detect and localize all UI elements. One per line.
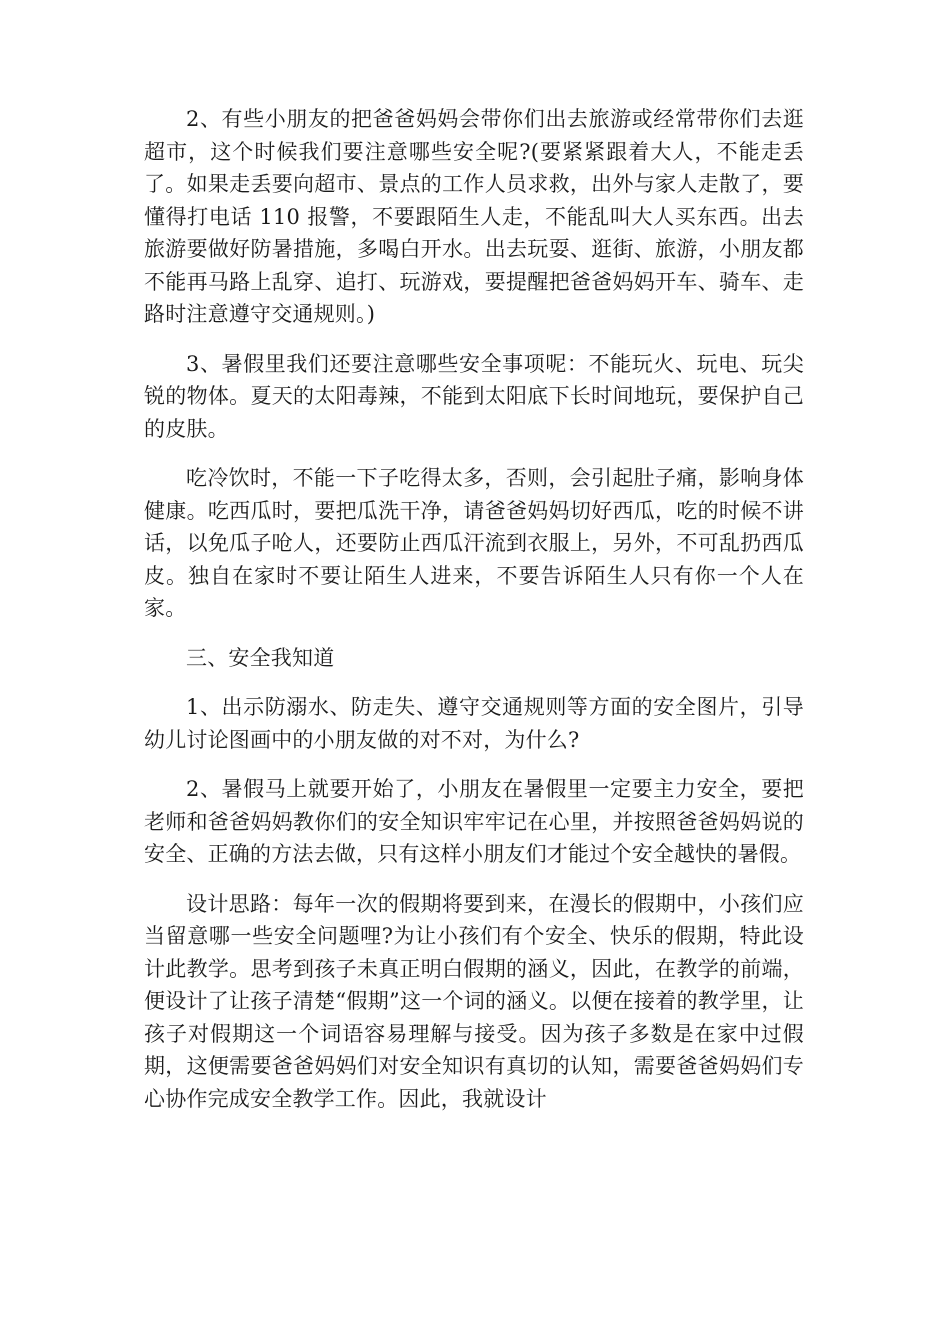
document-body	[144, 103, 804, 1115]
paragraph-design-rationale: 设计思路：每年一次的假期将要到来，在漫长的假期中，小孩们应当留意哪一些安全问题哩?为让小孩们有个安全、快乐的假期，特此设计此教学。思考到孩子未真正明白假期的涵义，因此，在教学的前端，便设计了让孩子清楚“假期”这一个词的涵义。以便在接着的教学里，让孩子对假期这一个词语容易理解与接受。因为孩子多数是在家中过假期，这便需要爸爸妈妈们对安全知识有真切的认知，需要爸爸妈妈们专心协作完成安全教学工作。因此，我就设计	[144, 891, 804, 1111]
paragraph-food-and-home-safety: 吃冷饮时，不能一下子吃得太多，否则，会引起肚子痛，影响身体健康。吃西瓜时，要把瓜洗干净，请爸爸妈妈切好西瓜，吃的时候不讲话，以免瓜子呛人，还要防止西瓜汗流到衣服上，另外，不可乱扔西瓜皮。独自在家时不要让陌生人进来，不要告诉陌生人只有你一个人在家。	[144, 466, 804, 620]
paragraph-summer-safety-items: 3、暑假里我们还要注意哪些安全事项呢：不能玩火、玩电、玩尖锐的物体。夏天的太阳毒辣，不能到太阳底下长时间地玩，要保护自己的皮肤。	[144, 351, 804, 441]
paragraph-safety-pictures: 1、出示防溺水、防走失、遵守交通规则等方面的安全图片，引导幼儿讨论图画中的小朋友做的对不对，为什么?	[144, 695, 804, 752]
section-heading-safety-knowledge: 三、安全我知道	[186, 645, 335, 670]
paragraph-outing-safety: 2、有些小朋友的把爸爸妈妈会带你们出去旅游或经常带你们去逛超市，这个时候我们要注意哪些安全呢?(要紧紧跟着大人，不能走丢了。如果走丢要向超市、景点的工作人员求救，出外与家人走散了，要懂得打电话 110 报警，不要跟陌生人走，不能乱叫大人买东西。出去旅游要做好防暑措施，多喝白开水。出去玩耍、逛街、旅游，小朋友都不能再马路上乱穿、追打、玩游戏，要提醒把爸爸妈妈开车、骑车、走路时注意遵守交通规则。)	[144, 107, 804, 326]
paragraph-summer-reminder: 2、暑假马上就要开始了，小朋友在暑假里一定要主力安全，要把老师和爸爸妈妈教你们的安全知识牢牢记在心里，并按照爸爸妈妈说的安全、正确的方法去做，只有这样小朋友们才能过个安全越快的暑假。	[144, 777, 804, 866]
